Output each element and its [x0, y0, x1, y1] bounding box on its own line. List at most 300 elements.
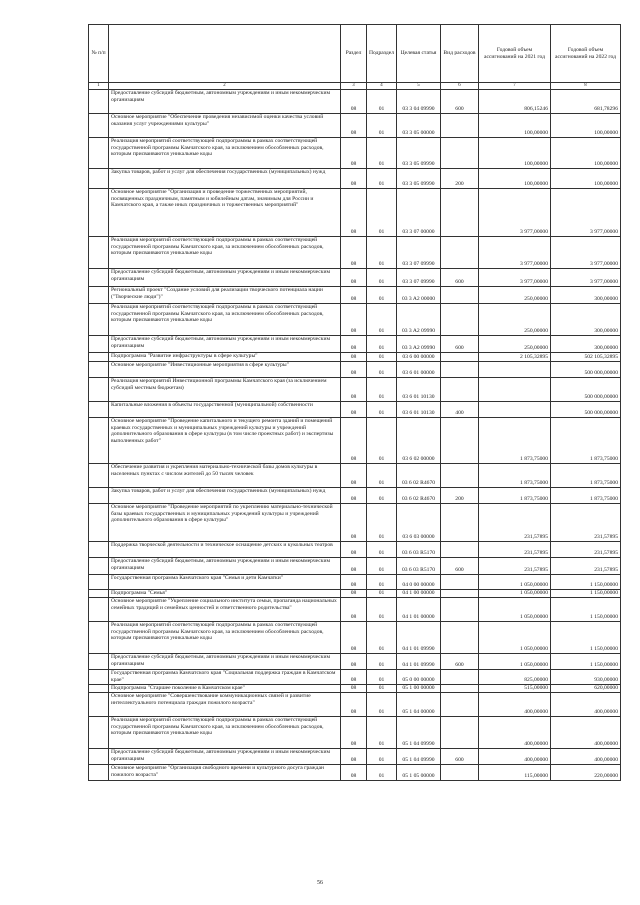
row-tsel: 04 1 01 09990: [397, 622, 441, 654]
table-row: [89, 542, 621, 558]
row-amount-2022: 681,78296: [551, 90, 621, 114]
row-podrazdel: 01: [367, 717, 397, 749]
row-amount-2021: 1 050,00000: [479, 598, 551, 622]
row-amount-2021: 231,57895: [479, 558, 551, 575]
row-name: Основное мероприятие "Организация свободного времени и культурного досуга граждан пожилого возраста": [109, 765, 341, 781]
row-amount-2021: 1 050,00000: [479, 590, 551, 598]
row-razdel: 08: [341, 287, 367, 304]
row-vid: [441, 189, 479, 237]
row-razdel: 08: [341, 138, 367, 169]
row-razdel: 08: [341, 598, 367, 622]
row-vid: [441, 590, 479, 598]
row-name: Государственная программа Камчатского края "Семья и дети Камчатки": [109, 575, 341, 590]
row-razdel: 08: [341, 654, 367, 670]
budget-sheet: [88, 24, 620, 781]
table-row: [89, 269, 621, 287]
row-tsel: 03 3 A2 09990: [397, 304, 441, 336]
row-vid: [441, 138, 479, 169]
row-podrazdel: 01: [367, 90, 397, 114]
row-podrazdel: 01: [367, 622, 397, 654]
table-row: [89, 717, 621, 749]
row-name: Реализация мероприятий соответствующей подпрограммы в рамках соответствующей государственной программы Камчатского края, за исключением обособленных расходов, которым присваиваются уникальные коды: [109, 622, 341, 654]
row-tsel: 03 6 01 10130: [397, 402, 441, 418]
row-podrazdel: 01: [367, 464, 397, 488]
row-number: [89, 504, 109, 542]
row-razdel: 08: [341, 717, 367, 749]
table-row: [89, 765, 621, 781]
row-vid: [441, 670, 479, 685]
row-number: [89, 622, 109, 654]
table-row: [89, 685, 621, 693]
row-amount-2021: [479, 402, 551, 418]
row-razdel: 08: [341, 189, 367, 237]
table-row: [89, 418, 621, 464]
row-tsel: 05 0 00 00000: [397, 670, 441, 685]
col-header-num: № п/п: [89, 25, 109, 83]
row-amount-2022: 231,57895: [551, 504, 621, 542]
row-amount-2022: 620,00000: [551, 685, 621, 693]
row-vid: [441, 304, 479, 336]
table-row: [89, 622, 621, 654]
row-vid: 600: [441, 269, 479, 287]
row-number: [89, 693, 109, 717]
row-amount-2021: 3 977,00000: [479, 189, 551, 237]
row-podrazdel: 01: [367, 488, 397, 504]
row-tsel: 03 3 A2 09990: [397, 336, 441, 353]
row-razdel: 08: [341, 542, 367, 558]
row-name: Основное мероприятие "Совершенствование коммуникационных связей и развитие интеллектуального потенциала граждан пожилого возраста": [109, 693, 341, 717]
row-tsel: 05 1 04 09990: [397, 717, 441, 749]
row-number: [89, 765, 109, 781]
row-vid: [441, 362, 479, 378]
row-name: Реализация мероприятий соответствующей подпрограммы в рамках соответствующей государственной программы Камчатского края, за исключением обособленных расходов, которым присваиваются уникальные коды: [109, 138, 341, 169]
col-index: 5: [397, 83, 441, 90]
row-amount-2021: [479, 362, 551, 378]
row-amount-2022: 300,00000: [551, 287, 621, 304]
row-number: [89, 488, 109, 504]
row-tsel: 03 6 02 00000: [397, 418, 441, 464]
row-podrazdel: 01: [367, 670, 397, 685]
row-razdel: 08: [341, 464, 367, 488]
row-name: Предоставление субсидий бюджетным, автономным учреждениям и иным некоммерческим организациям: [109, 269, 341, 287]
row-vid: [441, 464, 479, 488]
row-amount-2021: 400,00000: [479, 717, 551, 749]
row-tsel: 05 1 04 09990: [397, 749, 441, 765]
row-vid: 600: [441, 654, 479, 670]
row-amount-2022: 500 000,00000: [551, 402, 621, 418]
row-name: Реализация мероприятий соответствующей подпрограммы в рамках соответствующей государственной программы Камчатского края, за исключением обособленных расходов, которым присваиваются уникальные коды: [109, 237, 341, 269]
row-amount-2021: 2 105,32895: [479, 353, 551, 362]
row-number: [89, 189, 109, 237]
row-razdel: 08: [341, 765, 367, 781]
table-header-row: [89, 25, 621, 83]
row-number: [89, 402, 109, 418]
table-row: [89, 304, 621, 336]
col-index: 2: [109, 83, 341, 90]
row-razdel: 08: [341, 304, 367, 336]
row-razdel: 08: [341, 590, 367, 598]
row-amount-2022: 1 873,75000: [551, 488, 621, 504]
row-number: [89, 237, 109, 269]
row-podrazdel: 01: [367, 693, 397, 717]
row-number: [89, 685, 109, 693]
row-tsel: 03 3 07 09990: [397, 237, 441, 269]
row-number: [89, 670, 109, 685]
row-name: Предоставление субсидий бюджетным, автономным учреждениям и иным некоммерческим организациям: [109, 749, 341, 765]
row-amount-2022: 930,00000: [551, 670, 621, 685]
row-amount-2022: 100,00000: [551, 114, 621, 138]
table-row: [89, 169, 621, 189]
row-amount-2022: 3 977,00000: [551, 269, 621, 287]
row-razdel: 08: [341, 749, 367, 765]
row-tsel: 03 3 05 09990: [397, 138, 441, 169]
row-amount-2022: 1 150,00000: [551, 598, 621, 622]
row-podrazdel: 01: [367, 138, 397, 169]
row-tsel: 03 6 02 R4670: [397, 464, 441, 488]
row-razdel: 08: [341, 362, 367, 378]
col-header-tsel: Целевая статья: [397, 25, 441, 83]
row-podrazdel: 01: [367, 362, 397, 378]
row-number: [89, 717, 109, 749]
col-header-2021: Годовой объем ассигнований на 2021 год: [479, 25, 551, 83]
table-row: [89, 670, 621, 685]
col-index: 1: [89, 83, 109, 90]
row-tsel: 05 1 05 00000: [397, 765, 441, 781]
row-vid: [441, 353, 479, 362]
col-header-2022: Годовой объем ассигнований на 2022 год: [551, 25, 621, 83]
row-vid: 600: [441, 558, 479, 575]
row-tsel: 03 3 05 09990: [397, 169, 441, 189]
table-row: [89, 114, 621, 138]
row-amount-2021: 100,00000: [479, 138, 551, 169]
row-name: Государственная программа Камчатского края "Социальная поддержка граждан в Камчатском крае": [109, 670, 341, 685]
row-number: [89, 558, 109, 575]
row-name: Региональный проект "Создание условий для реализации творческого потенциала нации ("Творческие люди")": [109, 287, 341, 304]
row-tsel: 03 6 02 R4670: [397, 488, 441, 504]
col-index: 3: [341, 83, 367, 90]
row-amount-2021: 1 050,00000: [479, 654, 551, 670]
table-row: [89, 575, 621, 590]
row-amount-2021: 825,00000: [479, 670, 551, 685]
row-amount-2022: 400,00000: [551, 693, 621, 717]
row-podrazdel: 01: [367, 304, 397, 336]
row-amount-2022: 400,00000: [551, 717, 621, 749]
row-amount-2021: 3 977,00000: [479, 237, 551, 269]
col-header-vid: Вид расходов: [441, 25, 479, 83]
row-podrazdel: 01: [367, 575, 397, 590]
row-vid: [441, 542, 479, 558]
row-amount-2021: 1 050,00000: [479, 622, 551, 654]
row-number: [89, 542, 109, 558]
row-razdel: 08: [341, 504, 367, 542]
row-tsel: 04 1 00 00000: [397, 590, 441, 598]
row-amount-2021: 1 873,75000: [479, 464, 551, 488]
row-number: [89, 138, 109, 169]
page-number: 56: [317, 880, 323, 886]
row-name: Предоставление субсидий бюджетным, автономным учреждениям и иным некоммерческим организациям: [109, 558, 341, 575]
row-razdel: 08: [341, 169, 367, 189]
row-amount-2021: 100,00000: [479, 114, 551, 138]
row-vid: [441, 114, 479, 138]
row-podrazdel: 01: [367, 765, 397, 781]
row-tsel: 04 1 01 00000: [397, 598, 441, 622]
row-vid: [441, 237, 479, 269]
row-name: Подпрограмма "Старшее поколение в Камчатском крае": [109, 685, 341, 693]
row-amount-2022: 400,00000: [551, 749, 621, 765]
row-amount-2022: 1 873,75000: [551, 464, 621, 488]
row-name: Закупка товаров, работ и услуг для обеспечения государственных (муниципальных) нужд: [109, 488, 341, 504]
row-amount-2021: 1 873,75000: [479, 488, 551, 504]
row-amount-2021: 100,00000: [479, 169, 551, 189]
row-amount-2022: 300,00000: [551, 304, 621, 336]
row-podrazdel: 01: [367, 189, 397, 237]
row-podrazdel: 01: [367, 654, 397, 670]
row-podrazdel: 01: [367, 353, 397, 362]
row-podrazdel: 01: [367, 114, 397, 138]
row-name: Предоставление субсидий бюджетным, автономным учреждениям и иным некоммерческим организациям: [109, 336, 341, 353]
row-podrazdel: 01: [367, 685, 397, 693]
row-podrazdel: 01: [367, 504, 397, 542]
table-row: [89, 654, 621, 670]
row-name: Основное мероприятие "Организация и проведение торжественных мероприятий, посвященных праздничным, памятным и юбилейным датам, значимым для России и Камчатского края, а также иных праздничных и торжественных мероприятий": [109, 189, 341, 237]
row-tsel: 04 1 01 09990: [397, 654, 441, 670]
row-number: [89, 575, 109, 590]
row-vid: [441, 622, 479, 654]
row-tsel: 03 6 01 00000: [397, 362, 441, 378]
row-amount-2021: 515,00000: [479, 685, 551, 693]
row-number: [89, 378, 109, 402]
row-podrazdel: 01: [367, 169, 397, 189]
row-razdel: 08: [341, 237, 367, 269]
row-podrazdel: 01: [367, 558, 397, 575]
row-vid: [441, 575, 479, 590]
row-razdel: 08: [341, 336, 367, 353]
row-name: Основное мероприятие "Укрепление социального института семьи, пропаганда национальных семейных традиций и семейных ценностей и ответственного родительства": [109, 598, 341, 622]
row-amount-2022: 231,57895: [551, 542, 621, 558]
row-vid: 200: [441, 488, 479, 504]
row-amount-2021: 1 050,00000: [479, 575, 551, 590]
row-razdel: 08: [341, 353, 367, 362]
row-number: [89, 598, 109, 622]
row-amount-2022: 100,00000: [551, 169, 621, 189]
table-row: [89, 287, 621, 304]
row-number: [89, 169, 109, 189]
row-number: [89, 304, 109, 336]
row-tsel: 04 0 00 00000: [397, 575, 441, 590]
row-podrazdel: 01: [367, 418, 397, 464]
row-name: Основное мероприятие "Инвестиционные мероприятия в сфере культуры": [109, 362, 341, 378]
table-row: [89, 749, 621, 765]
row-podrazdel: 01: [367, 542, 397, 558]
row-amount-2021: 250,00000: [479, 304, 551, 336]
row-amount-2022: 100,00000: [551, 138, 621, 169]
row-number: [89, 336, 109, 353]
row-amount-2022: 1 150,00000: [551, 575, 621, 590]
table-row: [89, 402, 621, 418]
row-vid: [441, 287, 479, 304]
row-vid: [441, 418, 479, 464]
row-name: Реализация мероприятий соответствующей подпрограммы в рамках соответствующей государственной программы Камчатского края, за исключением обособленных расходов, которым присваиваются уникальные коды: [109, 717, 341, 749]
row-amount-2022: 502 105,32895: [551, 353, 621, 362]
row-amount-2021: [479, 378, 551, 402]
row-amount-2022: 231,57895: [551, 558, 621, 575]
row-amount-2021: 231,57895: [479, 504, 551, 542]
table-row: [89, 590, 621, 598]
row-name: Поддержка творческой деятельности и техническое оснащение детских и кукольных театров: [109, 542, 341, 558]
table-row: [89, 336, 621, 353]
row-vid: 400: [441, 402, 479, 418]
row-vid: [441, 693, 479, 717]
row-razdel: 08: [341, 575, 367, 590]
row-tsel: 05 1 00 00000: [397, 685, 441, 693]
row-amount-2021: 3 977,00000: [479, 269, 551, 287]
row-amount-2022: 3 977,00000: [551, 237, 621, 269]
row-number: [89, 590, 109, 598]
col-index: 8: [551, 83, 621, 90]
row-podrazdel: 01: [367, 749, 397, 765]
row-amount-2021: 1 873,75000: [479, 418, 551, 464]
row-podrazdel: 01: [367, 402, 397, 418]
row-vid: 600: [441, 336, 479, 353]
row-name: Капитальные вложения в объекты государственной (муниципальной) собственности: [109, 402, 341, 418]
row-number: [89, 90, 109, 114]
row-vid: [441, 504, 479, 542]
row-name: Предоставление субсидий бюджетным, автономным учреждениям и иным некоммерческим организациям: [109, 654, 341, 670]
row-podrazdel: 01: [367, 237, 397, 269]
row-tsel: 03 3 07 09990: [397, 269, 441, 287]
table-row: [89, 237, 621, 269]
row-name: Предоставление субсидий бюджетным, автономным учреждениям и иным некоммерческим организациям: [109, 90, 341, 114]
row-amount-2022: 500 000,00000: [551, 362, 621, 378]
row-amount-2021: 115,00000: [479, 765, 551, 781]
row-number: [89, 353, 109, 362]
row-vid: [441, 378, 479, 402]
table-row: [89, 488, 621, 504]
row-number: [89, 362, 109, 378]
row-amount-2022: 220,00000: [551, 765, 621, 781]
row-razdel: 08: [341, 622, 367, 654]
row-tsel: 03 3 07 00000: [397, 189, 441, 237]
row-amount-2022: 1 873,75000: [551, 418, 621, 464]
row-amount-2021: 400,00000: [479, 749, 551, 765]
row-razdel: 08: [341, 418, 367, 464]
row-number: [89, 287, 109, 304]
row-vid: [441, 598, 479, 622]
row-razdel: 08: [341, 670, 367, 685]
row-number: [89, 418, 109, 464]
row-tsel: 03 6 03 R5170: [397, 558, 441, 575]
col-index: 6: [441, 83, 479, 90]
row-razdel: 08: [341, 693, 367, 717]
row-tsel: 03 3 A2 00000: [397, 287, 441, 304]
row-razdel: 08: [341, 488, 367, 504]
row-razdel: 08: [341, 558, 367, 575]
row-number: [89, 654, 109, 670]
col-index: 4: [367, 83, 397, 90]
row-vid: 600: [441, 749, 479, 765]
row-amount-2021: 400,00000: [479, 693, 551, 717]
col-header-razdel: Раздел: [341, 25, 367, 83]
row-podrazdel: 01: [367, 598, 397, 622]
row-amount-2021: 250,00000: [479, 287, 551, 304]
row-podrazdel: 01: [367, 590, 397, 598]
row-number: [89, 464, 109, 488]
row-name: Основное мероприятие "Проведение мероприятий по укреплению материально-технической базы краевых государственных и муниципальных учреждений культуры и учреждений дополнительного образования в сфере культуры": [109, 504, 341, 542]
row-tsel: 03 6 03 00000: [397, 504, 441, 542]
table-row: [89, 693, 621, 717]
table-row: [89, 353, 621, 362]
row-vid: [441, 717, 479, 749]
row-razdel: 08: [341, 114, 367, 138]
row-tsel: 05 1 04 00000: [397, 693, 441, 717]
row-tsel: 03 6 01 10130: [397, 378, 441, 402]
table-row: [89, 504, 621, 542]
table-row: [89, 558, 621, 575]
row-name: Основное мероприятие "Обеспечение проведения независимой оценки качества условий оказания услуг учреждениями культуры": [109, 114, 341, 138]
table-row: [89, 598, 621, 622]
budget-table: [88, 24, 621, 781]
column-index-row: [89, 83, 621, 90]
table-row: [89, 189, 621, 237]
row-amount-2022: 500 000,00000: [551, 378, 621, 402]
col-header-name: [109, 25, 341, 83]
row-name: Обеспечение развития и укрепления материально-технической базы домов культуры в населенных пунктах с числом жителей до 50 тысяч человек: [109, 464, 341, 488]
table-row: [89, 378, 621, 402]
row-amount-2022: 3 977,00000: [551, 189, 621, 237]
row-name: Подпрограмма "Семья": [109, 590, 341, 598]
row-name: Закупка товаров, работ и услуг для обеспечения государственных (муниципальных) нужд: [109, 169, 341, 189]
row-name: Реализация мероприятий соответствующей подпрограммы в рамках соответствующей государственной программы Камчатского края, за исключением обособленных расходов, которым присваиваются уникальные коды: [109, 304, 341, 336]
row-number: [89, 114, 109, 138]
row-razdel: 08: [341, 269, 367, 287]
row-amount-2021: 231,57895: [479, 542, 551, 558]
col-index: 7: [479, 83, 551, 90]
row-number: [89, 269, 109, 287]
table-row: [89, 138, 621, 169]
row-vid: 600: [441, 90, 479, 114]
row-number: [89, 749, 109, 765]
table-body: [89, 90, 621, 781]
row-tsel: 03 6 00 00000: [397, 353, 441, 362]
row-vid: [441, 685, 479, 693]
row-amount-2021: 250,00000: [479, 336, 551, 353]
row-amount-2022: 1 150,00000: [551, 622, 621, 654]
row-podrazdel: 01: [367, 378, 397, 402]
row-name: Основное мероприятие "Проведение капитального и текущего ремонта зданий и помещений краевых государственных и муниципальных учреждений культуры и учреждений дополнительного образования в сфере культуры (в том числе проектных работ) и экспертизы выполненных работ": [109, 418, 341, 464]
row-tsel: 03 3 04 09990: [397, 90, 441, 114]
row-tsel: 03 6 03 R5170: [397, 542, 441, 558]
table-row: [89, 90, 621, 114]
row-name: Подпрограмма "Развитие инфраструктуры в сфере культуры": [109, 353, 341, 362]
row-amount-2021: 806,15246: [479, 90, 551, 114]
row-razdel: 08: [341, 402, 367, 418]
row-podrazdel: 01: [367, 269, 397, 287]
row-podrazdel: 01: [367, 287, 397, 304]
row-podrazdel: 01: [367, 336, 397, 353]
row-amount-2022: 1 150,00000: [551, 654, 621, 670]
table-row: [89, 362, 621, 378]
row-amount-2022: 300,00000: [551, 336, 621, 353]
row-vid: [441, 765, 479, 781]
row-razdel: 08: [341, 378, 367, 402]
row-vid: 200: [441, 169, 479, 189]
row-amount-2022: 1 150,00000: [551, 590, 621, 598]
table-row: [89, 464, 621, 488]
row-razdel: 08: [341, 685, 367, 693]
row-razdel: 08: [341, 90, 367, 114]
row-tsel: 03 3 05 00000: [397, 114, 441, 138]
col-header-podrazdel: Подраздел: [367, 25, 397, 83]
